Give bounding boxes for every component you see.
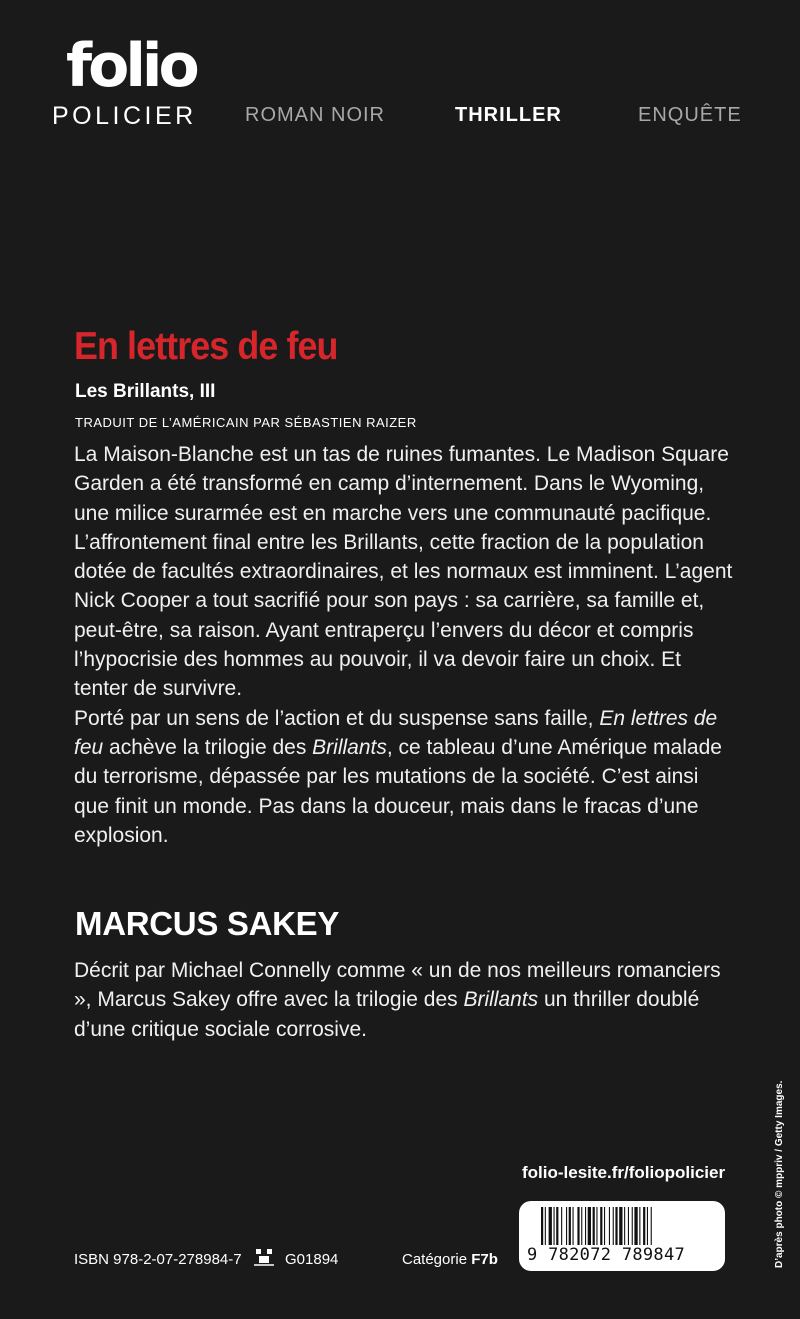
- author-bio: Décrit par Michael Connelly comme « un de nos meilleurs romanciers », Marcus Sakey offre avec la trilogie des Brillants un thriller doublé d’une critique sociale corrosive.: [74, 959, 721, 1041]
- genre-roman-noir: ROMAN NOIR: [245, 104, 385, 126]
- barcode: [519, 1201, 725, 1271]
- author-name: MARCUS SAKEY: [75, 905, 340, 942]
- website-link[interactable]: folio-lesite.fr/foliopolicier: [522, 1163, 726, 1182]
- genre-enquete: ENQUÊTE: [638, 104, 742, 126]
- folio-logo: folio: [66, 31, 196, 101]
- pitch-text: [74, 440, 734, 850]
- barcode-digits: 9 782072 789847: [527, 1245, 686, 1265]
- isbn: ISBN 978-2-07-278984-7: [74, 1251, 242, 1268]
- pitch-paragraph-2: Porté par un sens de l’action et du suspense sans faille, En lettres de feu achève la trilogie des Brillants, ce tableau d’une Amérique malade du terrorisme, dépassée par les mutations de la société. C’est ainsi que finit un monde. Pas dans la douceur, mais dans le fracas d’une explosion.: [74, 706, 722, 847]
- book-title: En lettres de feu: [74, 325, 338, 368]
- pitch-paragraph-1: La Maison-Blanche est un tas de ruines fumantes. Le Madison Square Garden a été transformé en camp d’internement. Dans le Wyoming, une milice surarmée est en marche vers une communauté pacifique. L’affrontement final entre les Brillants, cette fraction de la population dotée de facultés extraordinaires, et les normaux est imminent. L’agent Nick Cooper a tout sacrifié pour son pays : sa carrière, sa famille et, peut-être, sa raison. Ayant entraperçu l’envers du décor et compris l’hypocrisie des hommes au pouvoir, il va devoir faire un choix. Et tenter de survivre.: [74, 443, 733, 701]
- barcode-bars: [529, 1207, 717, 1245]
- genre-thriller: THRILLER: [455, 104, 562, 126]
- translator-credit: TRADUIT DE L’AMÉRICAIN PAR SÉBASTIEN RAIZER: [75, 415, 417, 430]
- photo-credit: D’après photo © mppriv / Getty Images.: [774, 1080, 785, 1268]
- gallimard-emblem-icon: [253, 1245, 275, 1267]
- collection-label: POLICIER: [52, 102, 197, 130]
- category: Catégorie F7b: [402, 1251, 498, 1268]
- series-label: Les Brillants, III: [75, 381, 216, 402]
- gallimard-code: G01894: [285, 1251, 339, 1268]
